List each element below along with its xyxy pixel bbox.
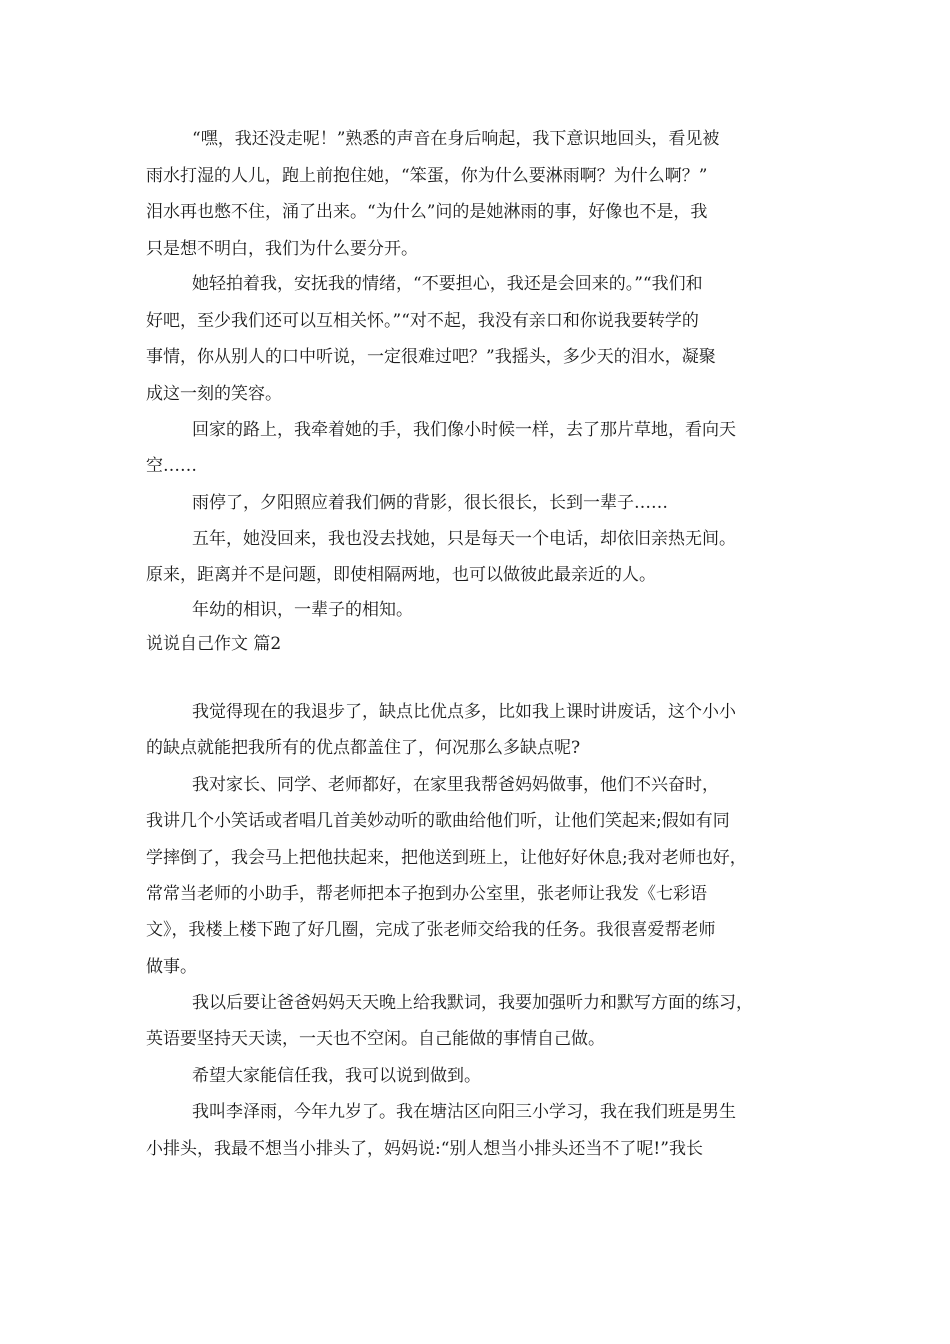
text-line: 成这一刻的笑容。: [146, 384, 282, 404]
text-line: 文》，我楼上楼下跑了好几圈，完成了张老师交给我的任务。我很喜爱帮老师: [146, 920, 716, 940]
text-line: 我觉得现在的我退步了，缺点比优点多，比如我上课时讲废话，这个小小: [192, 702, 736, 722]
text-line: 五年，她没回来，我也没去找她，只是每天一个电话，却依旧亲热无间。: [192, 529, 736, 549]
text-line: 常常当老师的小助手，帮老师把本子抱到办公室里，张老师让我发《七彩语: [146, 884, 707, 904]
text-line: 泪水再也憋不住，涌了出来。“为什么”问的是她淋雨的事，好像也不是，我: [146, 202, 708, 222]
text-line: 做事。: [146, 957, 197, 977]
text-line: 空……: [146, 456, 197, 476]
text-line: 小排头，我最不想当小排头了，妈妈说:“别人想当小排头还当不了呢!”我长: [146, 1139, 703, 1159]
text-line: “嘿，我还没走呢！”熟悉的声音在身后响起，我下意识地回头，看见被: [192, 129, 720, 149]
text-line: 雨水打湿的人儿，跑上前抱住她，“笨蛋，你为什么要淋雨啊？为什么啊？”: [146, 166, 708, 186]
text-line: 英语要坚持天天读，一天也不空闲。自己能做的事情自己做。: [146, 1029, 605, 1049]
text-line: 我对家长、同学、老师都好，在家里我帮爸妈妈做事，他们不兴奋时，: [192, 775, 719, 795]
text-line: 原来，距离并不是问题，即使相隔两地，也可以做彼此最亲近的人。: [146, 565, 656, 585]
text-line: 学摔倒了，我会马上把他扶起来，把他送到班上，让他好好休息;我对老师也好，: [146, 848, 747, 868]
text-line: 只是想不明白，我们为什么要分开。: [146, 239, 418, 259]
section-heading: 说说自己作文 篇2: [146, 634, 282, 654]
text-line: 我讲几个小笑话或者唱几首美妙动听的歌曲给他们听，让他们笑起来;假如有同: [146, 811, 730, 831]
text-line: 我以后要让爸爸妈妈天天晚上给我默词，我要加强听力和默写方面的练习，: [192, 993, 753, 1013]
text-line: 回家的路上，我牵着她的手，我们像小时候一样，去了那片草地，看向天: [192, 420, 736, 440]
text-line: 我叫李泽雨，今年九岁了。我在塘沽区向阳三小学习，我在我们班是男生: [192, 1102, 736, 1122]
text-line: 的缺点就能把我所有的优点都盖住了，何况那么多缺点呢?: [146, 738, 581, 758]
text-line: 事情，你从别人的口中听说，一定很难过吧？”我摇头，多少天的泪水，凝聚: [146, 347, 716, 367]
text-line: 年幼的相识，一辈子的相知。: [192, 600, 413, 620]
text-line: 希望大家能信任我，我可以说到做到。: [192, 1066, 481, 1086]
text-line: 她轻拍着我，安抚我的情绪，“不要担心，我还是会回来的。”“我们和: [192, 274, 703, 294]
text-line: 好吧，至少我们还可以互相关怀。”“对不起，我没有亲口和你说我要转学的: [146, 311, 699, 331]
text-line: 雨停了，夕阳照应着我们俩的背影，很长很长，长到一辈子……: [192, 493, 668, 513]
